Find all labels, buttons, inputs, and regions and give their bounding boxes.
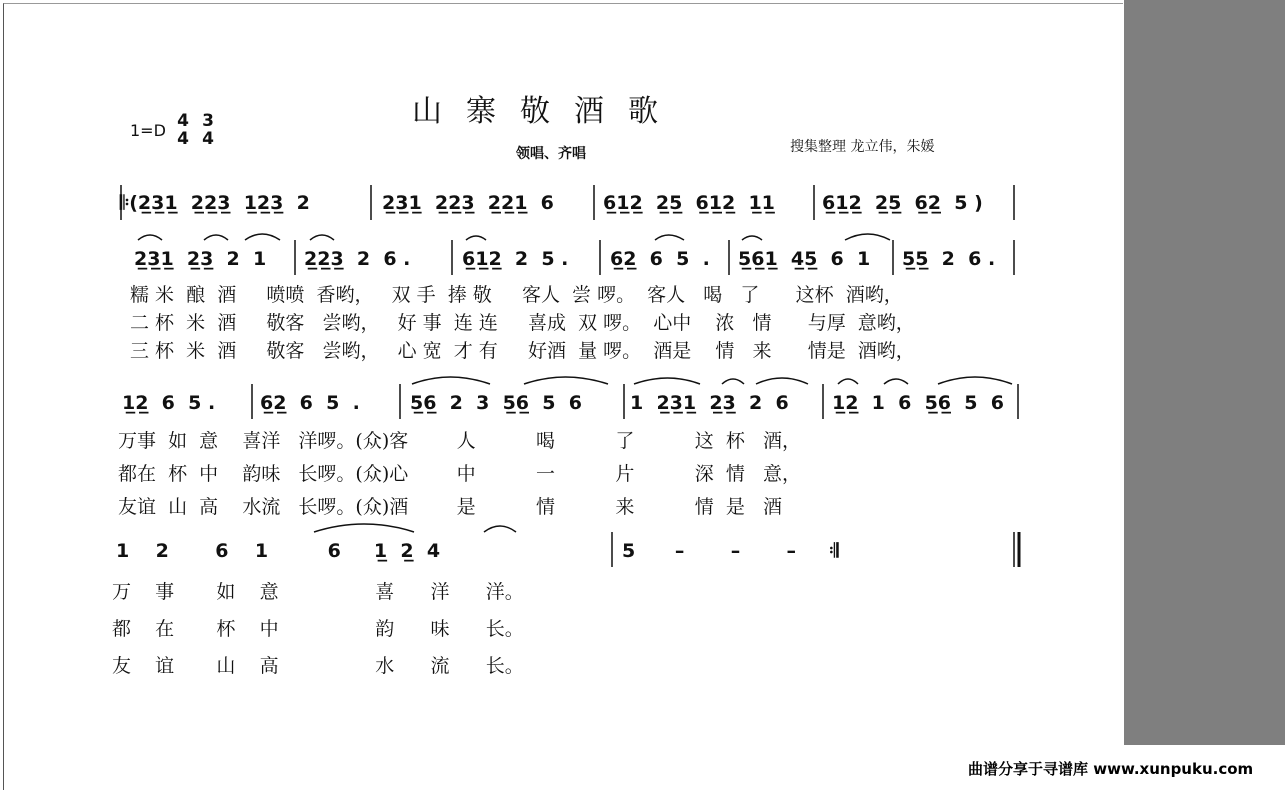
notation-measure: 1 2̲3̲1̲ 2̲3̲ 2 6 xyxy=(630,392,789,414)
lyric-line: 万事 如 意 喜洋 洋啰。(众)客 人 喝 了 这 杯 酒， xyxy=(118,430,801,452)
notation-measure: 6̲1̲2̲ 2̲5̲ 6̲1̲2̲ 1̲1̲ xyxy=(603,192,775,214)
lyric-line: 二 杯 米 酒 敬客 尝哟， 好 事 连 连 喜成 双 啰。 心中 浓 情 与厚 意哟， xyxy=(130,312,915,334)
notation-measure: 2̲3̲1̲ 2̲2̲3̲ 2̲2̲1̲ 6 xyxy=(382,192,554,214)
notation-measure: 5 – – – 𝄇 xyxy=(622,540,839,562)
notation-measure: 6̲1̲2̲ 2 5 . xyxy=(462,248,569,270)
lyric-line: 友 谊 山 高 水 流 长。 xyxy=(112,655,524,677)
time-denominator: 4 xyxy=(202,129,214,149)
notation-measure: 2̲3̲1̲ 2̲3̲ 2 1 xyxy=(134,248,267,270)
notation-measure: 1̲2̲ 6 5 . xyxy=(122,392,216,414)
notation-measure: 2̲2̲3̲ 2 6 . xyxy=(304,248,411,270)
lyric-line: 三 杯 米 酒 敬客 尝哟， 心 宽 才 有 好酒 量 啰。 酒是 情 来 情是 酒哟， xyxy=(130,340,915,362)
notation-measure: 6̲2̲ 6 5 . xyxy=(610,248,710,270)
lyric-line: 糯 米 酿 酒 喷喷 香哟， 双 手 捧 敬 客人 尝 啰。 客人 喝 了 这杯 酒哟， xyxy=(130,284,903,306)
time-signature-3-4 xyxy=(201,112,215,148)
notation-measure: 6̲2̲ 6 5 . xyxy=(260,392,360,414)
time-numerator: 3 xyxy=(202,111,214,131)
notation-measure: 5̲6̲1̲ 4̲5̲ 6 1 xyxy=(738,248,871,270)
notation-measure: 5̲5̲ 2 6 . xyxy=(902,248,996,270)
lyric-line: 友谊 山 高 水流 长啰。(众)酒 是 情 来 情 是 酒 xyxy=(118,496,782,518)
notation-measure: 6̲1̲2̲ 2̲5̲ 6̲2̲ 5 ) xyxy=(822,192,983,214)
lyric-line: 都 在 杯 中 韵 味 长。 xyxy=(112,618,524,640)
credits: 搜集整理 龙立伟，朱媛 xyxy=(790,139,935,155)
key-signature: 1=D xyxy=(130,121,166,140)
performers: 领唱、齐唱 xyxy=(516,146,586,162)
notation-measure: 1 2 6 1 6 1̲ 2̲ 4 xyxy=(116,540,441,562)
lyric-line: 都在 杯 中 韵味 长啰。(众)心 中 一 片 深 情 意， xyxy=(118,463,801,485)
time-signature-4-4 xyxy=(176,112,190,148)
notation-measure: 𝄆(2̲3̲1̲ 2̲2̲3̲ 1̲2̲3̲ 2 xyxy=(120,192,310,214)
notation-measure: 1̲2̲ 1 6 5̲6̲ 5 6 xyxy=(832,392,1004,414)
notation-measure: 5̲6̲ 2 3 5̲6̲ 5 6 xyxy=(410,392,582,414)
song-title: 山寨敬酒歌 xyxy=(412,94,682,129)
time-denominator: 4 xyxy=(177,129,189,149)
lyric-line: 万 事 如 意 喜 洋 洋。 xyxy=(112,581,524,603)
time-numerator: 4 xyxy=(177,111,189,131)
footer-watermark: 曲谱分享于寻谱库 www.xunpuku.com xyxy=(968,760,1254,778)
window-background-right xyxy=(1124,0,1285,745)
